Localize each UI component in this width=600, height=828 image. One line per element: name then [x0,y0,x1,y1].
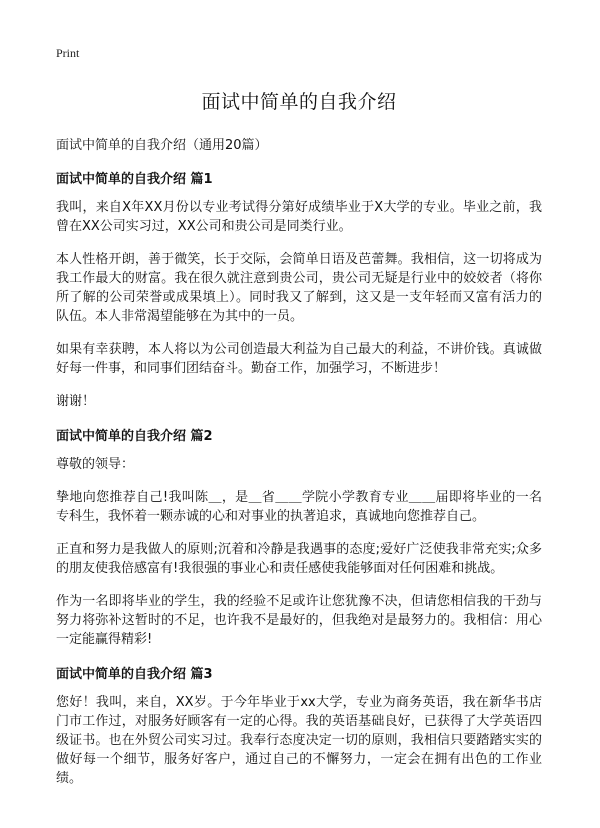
paragraph: 您好！我叫，来自，XX岁。于今年毕业于xx大学，专业为商务英语，我在新华书店门市工作过，对服务好顾客有一定的心得。我的英语基础良好，已获得了大学英语四级证书。也在外贸公司实习过。我奉行态度决定一切的原则，我相信只要踏踏实实的做好每一个细节，服务好客户，通过自己的不懈努力，一定会在拥有出色的工作业绩。 [56,695,542,786]
paragraph: 如果有幸获聘，本人将以为公司创造最大利益为自己最大的利益，不讲价钱。真诚做好每一件事，和同事们团结奋斗。勤奋工作，加强学习，不断进步！ [56,342,542,376]
document-subtitle: 面试中简单的自我介绍（通用20篇） [56,138,268,153]
paragraph: 本人性格开朗，善于微笑，长于交际，会简单日语及芭蕾舞。我相信，这一切将成为我工作最大的财富。我在很久就注意到贵公司，贵公司无疑是行业中的姣姣者（将你所了解的公司荣誉或成果填上）。同时我又了解到，这又是一支年轻而又富有活力的队伍。本人非常渴望能够在为其中的一员。 [56,252,542,324]
print-link[interactable]: Print [56,46,80,60]
section-heading: 面试中简单的自我介绍 篇3 [56,667,213,682]
paragraph: 谢谢！ [56,394,96,409]
section-3 [56,663,542,788]
paragraph: 尊敬的领导： [56,457,135,472]
paragraph: 作为一名即将毕业的学生，我的经验不足或许让您犹豫不决，但请您相信我的干劲与努力将弥补这暂时的不足，也许我不是最好的，但我绝对是最努力的。我相信：用心一定能赢得精彩! [56,594,542,647]
paragraph: 我叫，来自X年XX月份以专业考试得分第好成绩毕业于X大学的专业。毕业之前，我曾在XX公司实习过，XX公司和贵公司是同类行业。 [56,200,542,234]
paragraph: 正直和努力是我做人的原则;沉着和冷静是我遇事的态度;爱好广泛使我非常充实;众多的朋友使我倍感富有!我很强的事业心和责任感使我能够面对任何困难和挑战。 [56,542,542,576]
section-heading: 面试中简单的自我介绍 篇1 [56,172,213,187]
section-1 [56,168,542,411]
paragraph: 挚地向您推荐自己!我叫陈＿，是＿省＿＿学院小学教育专业＿＿届即将毕业的一名专科生，我怀着一颗赤诚的心和对事业的执著追求，真诚地向您推荐自己。 [56,490,542,524]
page-title: 面试中简单的自我介绍 [201,91,397,113]
section-2 [56,425,542,649]
section-heading: 面试中简单的自我介绍 篇2 [56,429,213,444]
